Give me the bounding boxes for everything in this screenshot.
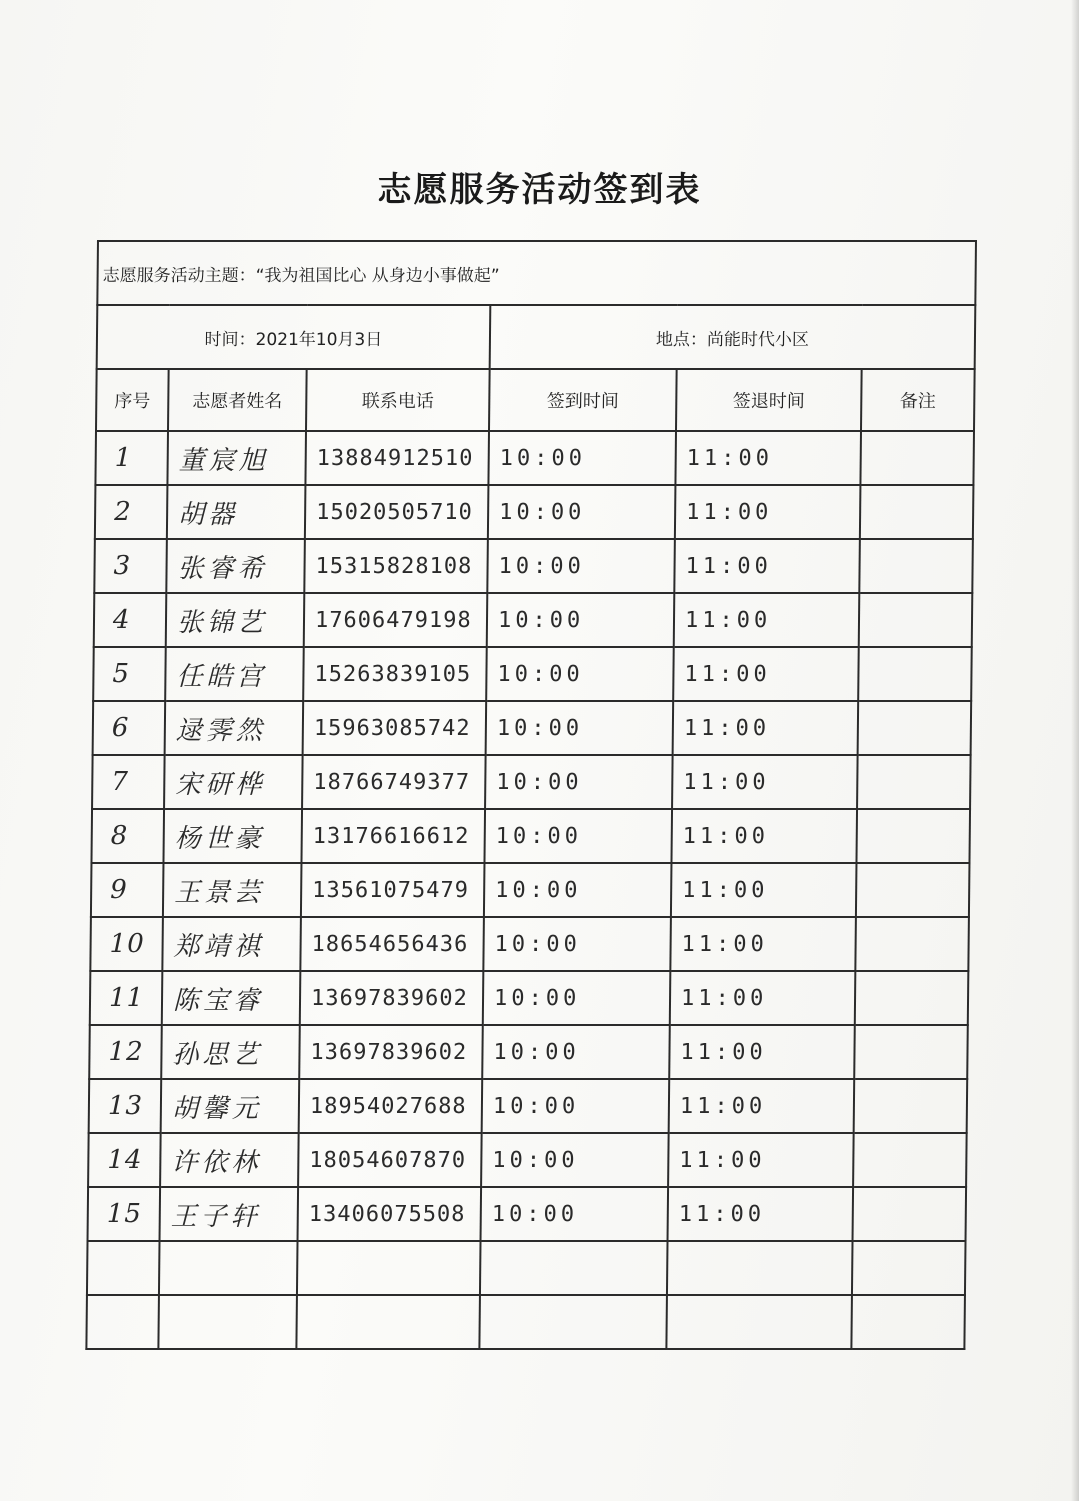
remark-cell xyxy=(858,647,972,701)
volunteer-name: 宋研桦 xyxy=(164,755,303,809)
table-row xyxy=(92,755,971,809)
empty-cell xyxy=(667,1241,853,1295)
volunteer-name: 孙思艺 xyxy=(161,1025,300,1079)
empty-cell xyxy=(296,1295,480,1349)
page-title: 志愿服务活动签到表 xyxy=(377,170,702,210)
row-number: 14 xyxy=(88,1133,161,1187)
row-number: 10 xyxy=(90,917,163,971)
meta-row xyxy=(97,305,976,369)
volunteer-name: 杨世豪 xyxy=(163,809,302,863)
table-row xyxy=(90,971,969,1025)
sign-out-time: 11:00 xyxy=(668,1187,854,1241)
table-row xyxy=(91,809,970,863)
empty-cell xyxy=(158,1295,297,1349)
empty-cell xyxy=(479,1295,667,1349)
remark-cell xyxy=(860,431,974,485)
empty-cell xyxy=(159,1241,298,1295)
sign-in-time: 10:00 xyxy=(482,1025,670,1079)
sign-in-time: 10:00 xyxy=(482,1079,670,1133)
phone-number: 13697839602 xyxy=(299,1025,483,1079)
sign-out-time: 11:00 xyxy=(675,485,861,539)
sign-in-time: 10:00 xyxy=(484,809,672,863)
remark-cell xyxy=(854,1079,968,1133)
empty-cell xyxy=(87,1241,160,1295)
volunteer-name: 陈宝睿 xyxy=(162,971,301,1025)
row-number: 3 xyxy=(94,539,167,593)
volunteer-name: 任皓宫 xyxy=(165,647,304,701)
remark-cell xyxy=(858,701,972,755)
sign-out-time: 11:00 xyxy=(670,971,856,1025)
row-number: 7 xyxy=(92,755,165,809)
sign-in-time: 10:00 xyxy=(488,431,676,485)
remark-cell xyxy=(853,1187,967,1241)
table-row xyxy=(91,863,970,917)
table-row xyxy=(94,539,973,593)
remark-cell xyxy=(856,863,970,917)
table-row xyxy=(93,647,972,701)
remark-cell xyxy=(854,1025,968,1079)
activity-location: 地点：尚能时代小区 xyxy=(490,305,976,369)
volunteer-name: 郑靖祺 xyxy=(162,917,301,971)
remark-cell xyxy=(855,917,969,971)
table-row xyxy=(88,1187,967,1241)
row-number: 8 xyxy=(91,809,164,863)
empty-cell xyxy=(666,1295,852,1349)
phone-number: 13561075479 xyxy=(301,863,485,917)
sign-in-time: 10:00 xyxy=(488,485,676,539)
sign-in-sheet xyxy=(85,240,975,1350)
table-row xyxy=(89,1079,968,1133)
empty-cell xyxy=(480,1241,668,1295)
header-remark: 备注 xyxy=(861,369,975,431)
phone-number: 15315828108 xyxy=(304,539,488,593)
volunteer-name: 许依林 xyxy=(160,1133,299,1187)
header-row xyxy=(96,369,975,431)
volunteer-name: 胡器 xyxy=(167,485,306,539)
table-row xyxy=(95,431,974,485)
table-row xyxy=(93,701,972,755)
sign-in-time: 10:00 xyxy=(483,971,671,1025)
sign-in-time: 10:00 xyxy=(484,863,672,917)
volunteer-name: 胡馨元 xyxy=(161,1079,300,1133)
activity-theme: 志愿服务活动主题：“我为祖国比心 从身边小事做起” xyxy=(97,241,976,305)
row-number: 15 xyxy=(88,1187,161,1241)
sign-out-time: 11:00 xyxy=(669,1079,855,1133)
row-number: 1 xyxy=(95,431,168,485)
paper-edge-shadow xyxy=(1071,0,1079,1501)
sign-out-time: 11:00 xyxy=(675,431,861,485)
row-number: 4 xyxy=(94,593,167,647)
empty-cell xyxy=(852,1241,966,1295)
empty-cell xyxy=(851,1295,965,1349)
phone-number: 15020505710 xyxy=(305,485,489,539)
phone-number: 13884912510 xyxy=(305,431,489,485)
sign-out-time: 11:00 xyxy=(670,917,856,971)
volunteer-name: 董宸旭 xyxy=(167,431,306,485)
phone-number: 18054607870 xyxy=(298,1133,482,1187)
header-sign-in: 签到时间 xyxy=(489,369,677,431)
remark-cell xyxy=(860,485,974,539)
sign-out-time: 11:00 xyxy=(668,1133,854,1187)
sign-in-table xyxy=(85,240,977,1350)
volunteer-name: 张锦艺 xyxy=(166,593,305,647)
header-phone: 联系电话 xyxy=(306,369,490,431)
sign-in-time: 10:00 xyxy=(486,701,674,755)
sign-in-time: 10:00 xyxy=(483,917,671,971)
sign-in-time: 10:00 xyxy=(481,1187,669,1241)
sign-out-time: 11:00 xyxy=(673,701,859,755)
phone-number: 15263839105 xyxy=(303,647,487,701)
table-row xyxy=(95,485,974,539)
row-number: 12 xyxy=(89,1025,162,1079)
empty-row xyxy=(86,1295,965,1349)
sign-out-time: 11:00 xyxy=(671,863,857,917)
volunteer-name: 王景芸 xyxy=(163,863,302,917)
row-number: 9 xyxy=(91,863,164,917)
phone-number: 13176616612 xyxy=(301,809,485,863)
empty-cell xyxy=(86,1295,159,1349)
header-name: 志愿者姓名 xyxy=(168,369,307,431)
table-row xyxy=(89,1025,968,1079)
remark-cell xyxy=(859,539,973,593)
sign-out-time: 11:00 xyxy=(671,809,857,863)
sign-in-time: 10:00 xyxy=(485,755,673,809)
row-number: 11 xyxy=(90,971,163,1025)
header-no: 序号 xyxy=(96,369,169,431)
sign-out-time: 11:00 xyxy=(674,593,860,647)
table-row xyxy=(88,1133,967,1187)
remark-cell xyxy=(859,593,973,647)
row-number: 13 xyxy=(89,1079,162,1133)
theme-row xyxy=(97,241,976,305)
remark-cell xyxy=(856,809,970,863)
row-number: 2 xyxy=(95,485,168,539)
phone-number: 17606479198 xyxy=(304,593,488,647)
header-sign-out: 签退时间 xyxy=(676,369,862,431)
remark-cell xyxy=(853,1133,967,1187)
table-row xyxy=(90,917,969,971)
sign-out-time: 11:00 xyxy=(674,539,860,593)
phone-number: 13697839602 xyxy=(300,971,484,1025)
row-number: 5 xyxy=(93,647,166,701)
sign-in-time: 10:00 xyxy=(487,539,675,593)
phone-number: 18766749377 xyxy=(302,755,486,809)
volunteer-name: 逯霁然 xyxy=(165,701,304,755)
table-row xyxy=(94,593,973,647)
sign-in-time: 10:00 xyxy=(481,1133,669,1187)
sign-in-time: 10:00 xyxy=(487,593,675,647)
empty-row xyxy=(87,1241,966,1295)
activity-time: 时间：2021年10月3日 xyxy=(97,305,491,369)
empty-cell xyxy=(297,1241,481,1295)
volunteer-name: 张睿希 xyxy=(166,539,305,593)
sign-out-time: 11:00 xyxy=(669,1025,855,1079)
volunteer-name: 王子轩 xyxy=(160,1187,299,1241)
phone-number: 13406075508 xyxy=(298,1187,482,1241)
phone-number: 15963085742 xyxy=(303,701,487,755)
remark-cell xyxy=(855,971,969,1025)
sign-out-time: 11:00 xyxy=(673,647,859,701)
row-number: 6 xyxy=(93,701,166,755)
phone-number: 18954027688 xyxy=(299,1079,483,1133)
sign-in-time: 10:00 xyxy=(486,647,674,701)
phone-number: 18654656436 xyxy=(300,917,484,971)
remark-cell xyxy=(857,755,971,809)
sign-out-time: 11:00 xyxy=(672,755,858,809)
